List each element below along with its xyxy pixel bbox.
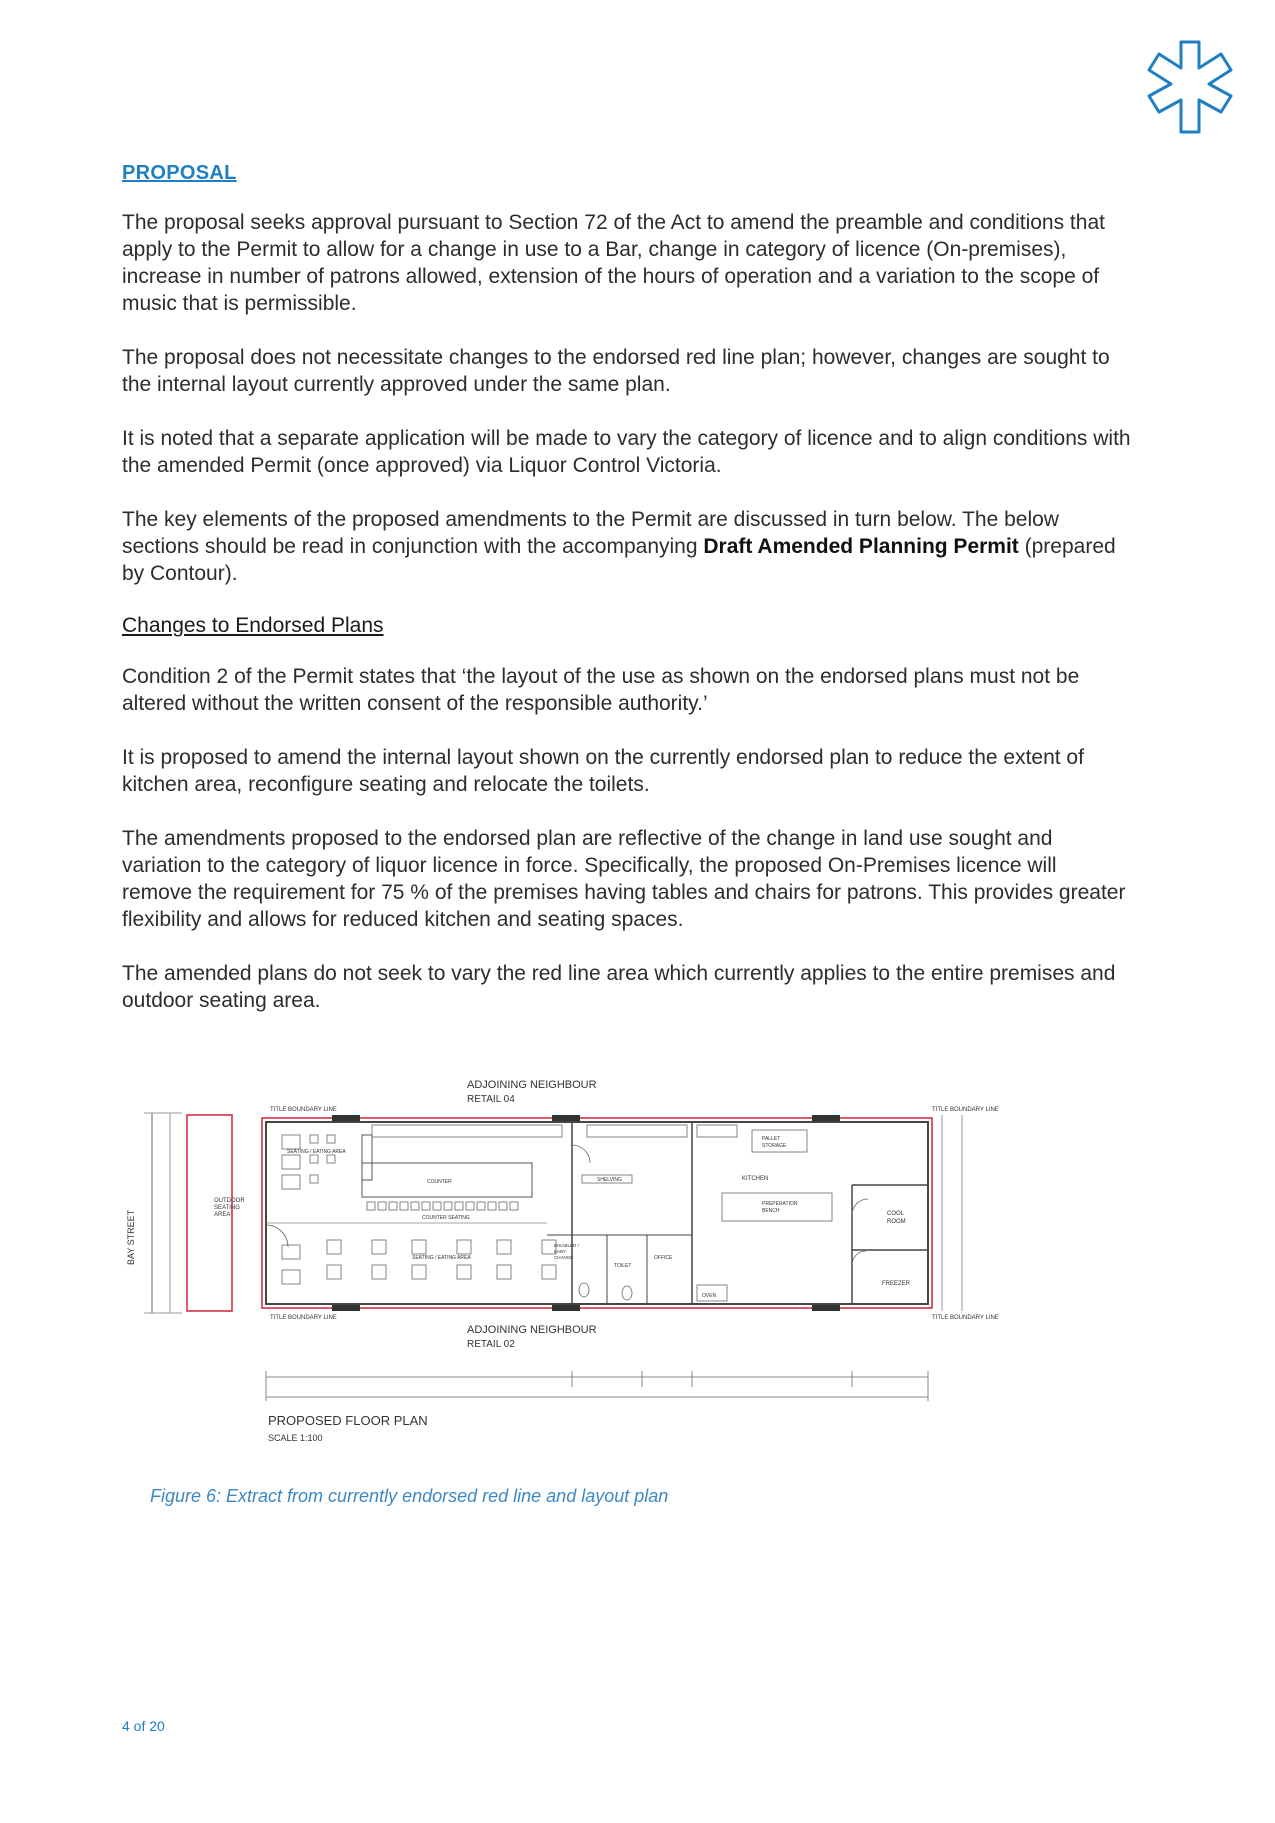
document-body	[122, 162, 1132, 1041]
company-logo-icon	[1141, 38, 1241, 138]
floor-plan-figure	[122, 1075, 1112, 1455]
paragraph: The proposal seeks approval pursuant to Section 72 of the Act to amend the preamble and conditions that apply to the Permit to allow for a change in use to a Bar, change in category of licence (On-premises), increase in number of patrons allowed, extension of the hours of operation and a variation to the scope of music that is permissible.	[122, 211, 1105, 315]
office-label: OFFICE	[654, 1255, 673, 1261]
adjoining-bottom-label: ADJOINING NEIGHBOUR	[467, 1324, 597, 1336]
paragraph: The amended plans do not seek to vary the red line area which currently applies to the entire premises and outdoor seating area.	[122, 962, 1116, 1012]
plan-title: PROPOSED FLOOR PLAN	[268, 1413, 428, 1428]
oven-label: OVEN	[702, 1293, 717, 1299]
toilet-label: TOILET	[614, 1263, 632, 1269]
title-boundary-label: TITLE BOUNDARY LINE	[932, 1107, 999, 1113]
freezer-label: FREEZER	[882, 1281, 911, 1287]
disabled-label: CHANGE	[554, 1255, 574, 1260]
prep-bench-label: BENCH	[762, 1208, 780, 1214]
seating-area-label: SEATING / EATING AREA	[412, 1255, 471, 1261]
counter-label: COUNTER	[427, 1179, 452, 1185]
seating-area-label: SEATING / EATING AREA	[287, 1149, 346, 1155]
bay-street-label: BAY STREET	[126, 1209, 136, 1265]
outdoor-label: SEATING	[214, 1205, 240, 1211]
paragraph: It is noted that a separate application will be made to vary the category of licence and to align conditions with the amended Permit (once approved) via Liquor Control Victoria.	[122, 427, 1131, 477]
outdoor-label: AREA	[214, 1212, 231, 1218]
paragraph: Condition 2 of the Permit states that ‘the layout of the use as shown on the endorsed plans must not be altered without the written consent of the responsible authority.’	[122, 665, 1080, 715]
figure-caption: Figure 6: Extract from currently endorsed red line and layout plan	[150, 1486, 669, 1506]
pallet-label: PALLET	[762, 1136, 781, 1142]
section-heading: PROPOSAL	[122, 162, 237, 184]
subheading: Changes to Endorsed Plans	[122, 614, 384, 637]
adjoining-bottom-label-2: RETAIL 02	[467, 1339, 515, 1350]
pallet-label: STORAGE	[762, 1143, 787, 1149]
bold-reference: Draft Amended Planning Permit	[703, 535, 1019, 558]
title-boundary-label: TITLE BOUNDARY LINE	[270, 1107, 337, 1113]
disabled-label: BABY	[554, 1249, 567, 1254]
paragraph: It is proposed to amend the internal layout shown on the currently endorsed plan to reduce the extent of kitchen area, reconfigure seating and relocate the toilets.	[122, 746, 1084, 796]
title-boundary-label: TITLE BOUNDARY LINE	[932, 1315, 999, 1321]
prep-bench-label: PREPERATION	[762, 1201, 798, 1207]
paragraph-text: The key elements of the proposed amendments to the Permit are discussed in turn below. The below sections should be read in conjunction with the accompanying	[122, 508, 1059, 558]
disabled-label: DISABLED /	[554, 1243, 579, 1248]
title-boundary-label: TITLE BOUNDARY LINE	[270, 1315, 337, 1321]
outdoor-label: OUTDOOR	[214, 1198, 245, 1204]
paragraph-text: (prepared by Contour).	[122, 535, 1116, 585]
cool-room-label: COOL	[887, 1211, 905, 1217]
adjoining-top-label-2: RETAIL 04	[467, 1094, 515, 1105]
kitchen-label: KITCHEN	[742, 1176, 769, 1182]
cool-room-label: ROOM	[887, 1219, 906, 1225]
page-number: 4 of 20	[122, 1718, 165, 1734]
plan-scale: SCALE 1:100	[268, 1433, 323, 1443]
counter-seating-label: COUNTER SEATING	[422, 1215, 470, 1221]
building-wall	[266, 1122, 928, 1304]
adjoining-top-label: ADJOINING NEIGHBOUR	[467, 1079, 597, 1091]
shelving-label: SHELVING	[597, 1177, 622, 1183]
paragraph: The amendments proposed to the endorsed plan are reflective of the change in land use sought and variation to the category of liquor licence in force. Specifically, the proposed On-Premises licence will remove the requirement for 75 % of the premises having tables and chairs for patrons. This provides greater flexibility and allows for reduced kitchen and seating spaces.	[122, 827, 1126, 931]
paragraph	[122, 506, 1132, 587]
paragraph: The proposal does not necessitate changes to the endorsed red line plan; however, changes are sought to the internal layout currently approved under the same plan.	[122, 346, 1110, 396]
